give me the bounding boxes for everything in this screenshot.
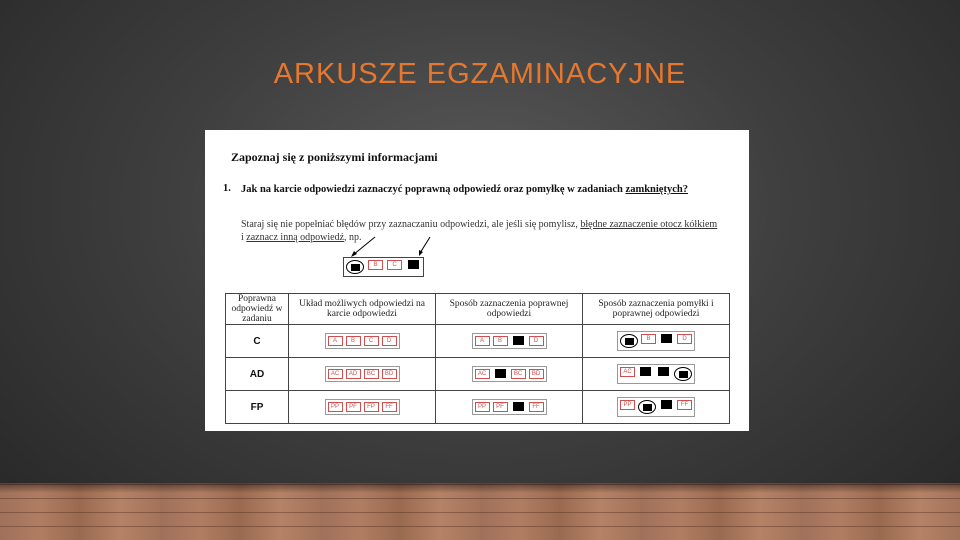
mistake-cell xyxy=(583,391,730,424)
options-cell xyxy=(289,391,436,424)
option-box: BD xyxy=(382,369,397,379)
answer-cell: FP xyxy=(226,391,289,424)
question-text-main: Jak na karcie odpowiedzi zaznaczyć poprawną odpowiedź oraz pomyłkę w zadaniach xyxy=(241,184,623,195)
sheet-heading: Zapoznaj się z poniższymi informacjami xyxy=(231,150,438,164)
table-header: Układ możliwych odpowiedzi na karcie odpowiedzi xyxy=(289,294,436,325)
correct-cell xyxy=(436,358,583,391)
option-box: D xyxy=(382,336,397,346)
filled-mark-icon xyxy=(495,369,506,378)
hint-main: Staraj się nie popełniać błędów przy zaznaczaniu odpowiedzi, ale jeśli się pomylisz, xyxy=(241,219,578,230)
circled-mark-icon xyxy=(346,260,364,274)
option-box: BD xyxy=(529,369,544,379)
arrows-icon xyxy=(335,235,455,259)
option-box: A xyxy=(328,336,343,346)
question-underlined: zamkniętych? xyxy=(625,184,688,195)
table-row xyxy=(226,391,730,424)
hint-end: , np. xyxy=(344,232,362,243)
exam-sheet-image xyxy=(205,130,749,431)
filled-mark-icon xyxy=(658,367,669,376)
option-box: FF xyxy=(677,400,692,410)
option-box: AC xyxy=(475,369,490,379)
option-box: BC xyxy=(364,369,379,379)
mistake-cell xyxy=(583,358,730,391)
filled-mark-icon xyxy=(661,334,672,343)
table-header: Poprawna odpowiedź w zadaniu xyxy=(226,294,289,325)
options-cell xyxy=(289,358,436,391)
answer-cell: C xyxy=(226,325,289,358)
filled-mark-icon xyxy=(513,402,524,411)
table-header: Sposób zaznaczenia poprawnej odpowiedzi xyxy=(436,294,583,325)
option-box: AD xyxy=(346,369,361,379)
option-box: AC xyxy=(620,367,635,377)
option-box: FF xyxy=(529,402,544,412)
circled-mark-icon xyxy=(674,367,692,381)
question-text xyxy=(241,183,721,196)
slide-title: ARKUSZE EGZAMINACYJNE xyxy=(273,58,687,90)
option-box: AC xyxy=(328,369,343,379)
option-box: FF xyxy=(382,402,397,412)
option-box: FP xyxy=(364,402,379,412)
wood-floor xyxy=(0,483,960,540)
example-answer-boxes xyxy=(343,257,424,277)
filled-mark-icon xyxy=(640,367,651,376)
options-cell xyxy=(289,325,436,358)
option-box: A xyxy=(475,336,490,346)
option-box: PP xyxy=(328,402,343,412)
option-box: PP xyxy=(620,400,635,410)
question-number: 1. xyxy=(223,183,231,194)
correct-cell xyxy=(436,391,583,424)
table-row xyxy=(226,358,730,391)
option-box: B xyxy=(346,336,361,346)
mistake-cell xyxy=(583,325,730,358)
hint-underlined-1: błędne zaznaczenie otocz kółkiem xyxy=(580,219,718,230)
circled-mark-icon xyxy=(620,334,638,348)
option-box: BC xyxy=(511,369,526,379)
hint-mid: i xyxy=(241,232,244,243)
filled-mark-icon xyxy=(513,336,524,345)
option-box: PP xyxy=(475,402,490,412)
option-box: D xyxy=(677,334,692,344)
option-box: PF xyxy=(493,402,508,412)
correct-cell xyxy=(436,325,583,358)
hint-underlined-2: zaznacz inną odpowiedź xyxy=(246,232,345,243)
option-box: B xyxy=(641,334,656,344)
hint-text xyxy=(241,218,721,244)
marking-table xyxy=(225,293,730,424)
table-header: Sposób zaznaczenia pomyłki i poprawnej odpowiedzi xyxy=(583,294,730,325)
table-row xyxy=(226,325,730,358)
filled-mark-icon xyxy=(661,400,672,409)
option-box: B xyxy=(493,336,508,346)
option-box: D xyxy=(529,336,544,346)
option-box: PF xyxy=(346,402,361,412)
answer-cell: AD xyxy=(226,358,289,391)
circled-mark-icon xyxy=(638,400,656,414)
option-box: B xyxy=(368,260,383,270)
filled-mark-icon xyxy=(408,260,419,269)
option-box: C xyxy=(364,336,379,346)
option-box: C xyxy=(387,260,402,270)
